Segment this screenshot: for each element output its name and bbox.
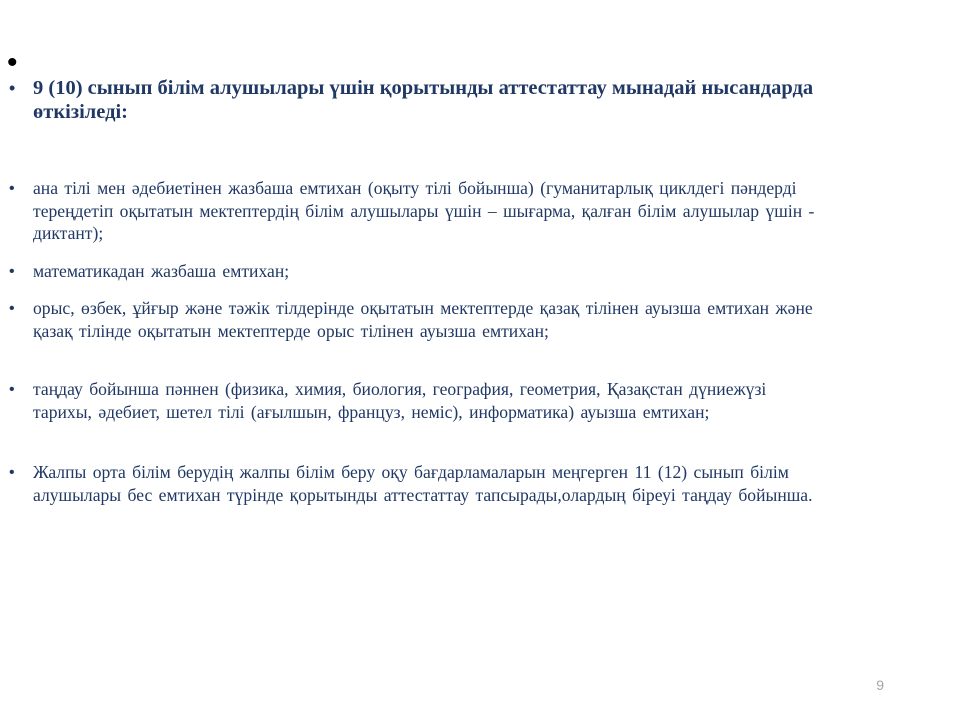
page-number: 9 [876, 677, 884, 693]
list-item [9, 297, 819, 342]
bullet-mark: • [9, 263, 15, 280]
list-item-text: математикадан жазбаша емтихан; [33, 261, 290, 281]
list-item [9, 378, 819, 423]
bullet-mark: • [9, 300, 15, 317]
heading-row [9, 76, 819, 124]
empty-bullet-mark: • [7, 46, 18, 79]
bullet-mark: • [9, 464, 15, 481]
bullet-mark: • [9, 381, 15, 398]
list-item-text: ана тілі мен әдебиетінен жазбаша емтихан (оқыту тілі бойынша) (гуманитарлық циклдегі пәндерді тереңдетіп оқытатын мектептердің білім алушылары үшін – шығарма, қалған білім алушылар үшін - диктант); [33, 178, 815, 243]
list-item [9, 260, 819, 283]
slide-heading: 9 (10) сынып білім алушылары үшін қорытынды аттестаттау мынадай нысандарда өткізіледі: [33, 77, 814, 123]
list-item-text: орыс, өзбек, ұйғыр және тәжік тілдерінде оқытатын мектептерде қазақ тілінен ауызша емтихан және қазақ тілінде оқытатын мектептерде орыс тілінен ауызша емтихан; [33, 298, 813, 341]
bullet-mark: • [9, 180, 15, 197]
list-item-text: Жалпы орта білім берудің жалпы білім беру оқу бағдарламаларын меңгерген 11 (12) сынып білім алушылары бес емтихан түрінде қорытынды аттестаттау тапсырады,олардың біреуі таңдау бойынша. [33, 462, 813, 505]
list-item [9, 177, 819, 245]
bullet-mark: • [9, 78, 16, 98]
list-item [9, 461, 819, 506]
list-item-text: таңдау бойынша пәннен (физика, химия, биология, география, геометрия, Қазақстан дүниежүзі тарихы, әдебиет, шетел тілі (ағылшын, француз, неміс), информатика) ауызша емтихан; [33, 379, 767, 422]
